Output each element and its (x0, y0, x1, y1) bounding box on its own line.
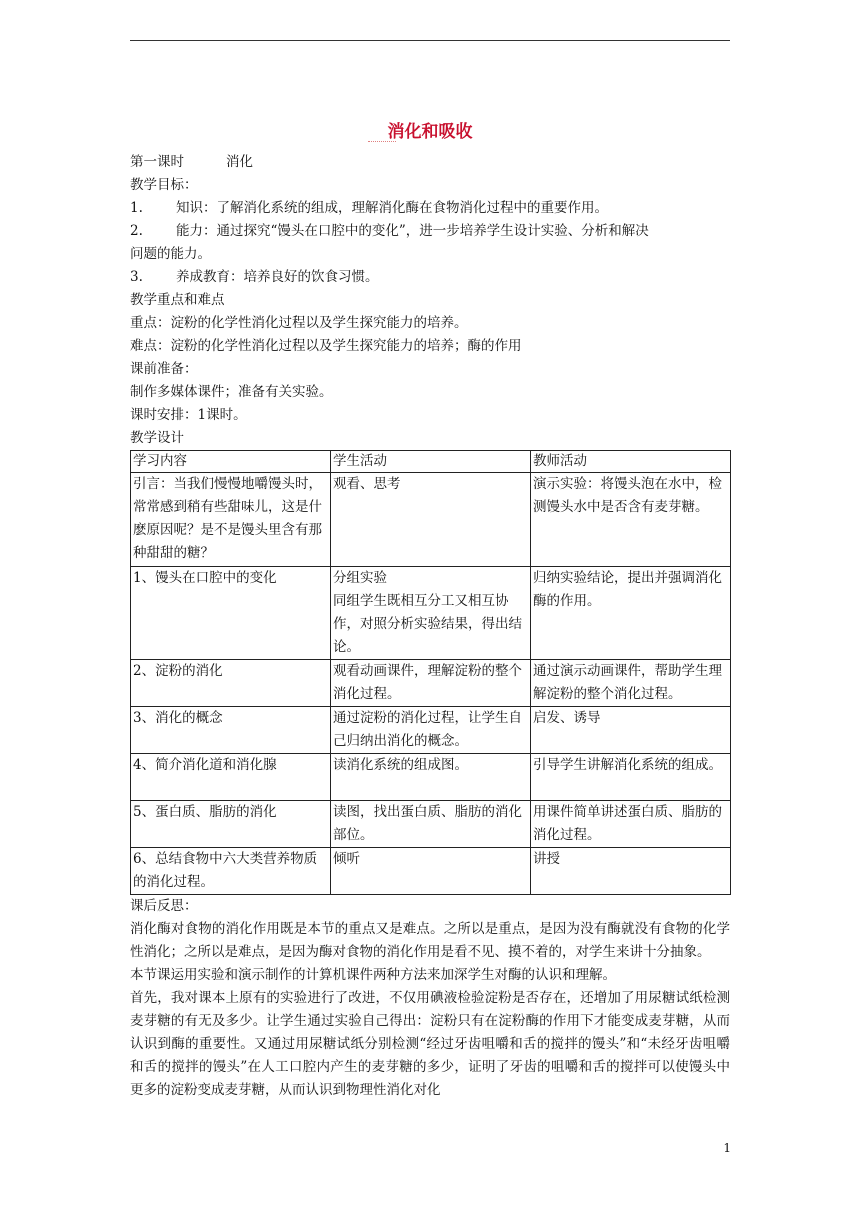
title-underline-mark (368, 139, 396, 142)
table-row (131, 801, 731, 848)
table-cell: 4、简介消化道和消化腺 (131, 754, 331, 801)
reflection-heading: 课后反思： (130, 898, 198, 914)
table-cell: 2、淀粉的消化 (131, 660, 331, 707)
reflection-body (130, 918, 730, 1102)
keypoints-focus: 重点：淀粉的化学性消化过程以及学生探究能力的培养。 (130, 315, 468, 331)
reflection-paragraph: 本节课运用实验和演示制作的计算机课件两种方法来加深学生对酶的认识和理解。 (130, 967, 616, 983)
table-cell: 引言：当我们慢慢地嚼馒头时，常常感到稍有些甜味儿，这是什麽原因呢？是不是馒头里含有那种甜甜的糖？ (131, 473, 331, 567)
table-header-cell: 教师活动 (531, 451, 731, 473)
design-table (130, 450, 731, 895)
table-cell: 归纳实验结论，提出并强调消化酶的作用。 (531, 567, 731, 660)
lesson-line (130, 151, 730, 174)
keypoints-difficulty: 难点：淀粉的化学性消化过程以及学生探究能力的培养；酶的作用 (130, 338, 522, 354)
table-cell: 3、消化的概念 (131, 707, 331, 754)
goal-text: 能力：通过探究“馒头在口腔中的变化”，进一步培养学生设计实验、分析和解决 (176, 223, 649, 239)
document-body (130, 151, 730, 1102)
goal-number: 1. (130, 200, 143, 216)
goal-number: 3. (130, 269, 143, 285)
goal-item-3 (130, 266, 730, 289)
page-number: 1 (723, 1141, 731, 1155)
table-cell: 读消化系统的组成图。 (331, 754, 531, 801)
table-cell: 讲授 (531, 848, 731, 895)
table-cell: 演示实验：将馒头泡在水中，检测馒头水中是否含有麦芽糖。 (531, 473, 731, 567)
reflection-paragraph: 消化酶对食物的消化作用既是本节的重点又是难点。之所以是重点，是因为没有酶就没有食物的化学性消化；之所以是难点，是因为酶对食物的消化作用是看不见、摸不着的，对学生来讲十分抽象。 (130, 921, 730, 960)
table-cell: 用课件简单讲述蛋白质、脂肪的消化过程。 (531, 801, 731, 848)
goal-item-1 (130, 197, 730, 220)
table-row (131, 660, 731, 707)
goal-number: 2. (130, 223, 143, 239)
table-cell: 1、馒头在口腔中的变化 (131, 567, 331, 660)
goals-heading: 教学目标： (130, 177, 198, 193)
table-header-cell: 学习内容 (131, 451, 331, 473)
table-cell: 通过淀粉的消化过程，让学生自己归纳出消化的概念。 (331, 707, 531, 754)
table-cell: 倾听 (331, 848, 531, 895)
table-cell: 观看、思考 (331, 473, 531, 567)
table-cell: 分组实验 同组学生既相互分工又相互协作，对照分析实验结果，得出结论。 (331, 567, 531, 660)
table-row (131, 567, 731, 660)
keypoints-heading: 教学重点和难点 (130, 292, 225, 308)
reflection-paragraph: 首先，我对课本上原有的实验进行了改进，不仅用碘液检验淀粉是否存在，还增加了用尿糖试纸检测麦芽糖的有无及多少。让学生通过实验自己得出：淀粉只有在淀粉酶的作用下才能变成麦芽糖，从而认识到酶的重要性。又通过用尿糖试纸分别检测“经过牙齿咀嚼和舌的搅拌的馒头”和“未经牙齿咀嚼和舌的搅拌的馒头”在人工口腔内产生的麦芽糖的多少，证明了牙齿的咀嚼和舌的搅拌可以使馒头中更多的淀粉变成麦芽糖，从而认识到物理性消化对化 (130, 990, 730, 1098)
table-row (131, 754, 731, 801)
prep-schedule: 课时安排：1课时。 (130, 407, 247, 423)
goal-item-2 (130, 220, 730, 243)
table-cell: 启发、诱导 (531, 707, 731, 754)
lesson-period: 第一课时 (130, 154, 184, 170)
table-header-row (131, 451, 731, 473)
table-cell: 读图，找出蛋白质、脂肪的消化部位。 (331, 801, 531, 848)
table-cell: 5、蛋白质、脂肪的消化 (131, 801, 331, 848)
prep-heading: 课前准备： (130, 361, 198, 377)
goal-text: 养成教育：培养良好的饮食习惯。 (176, 269, 379, 285)
goal-item-2-continued: 问题的能力。 (130, 246, 211, 262)
design-heading: 教学设计 (130, 430, 184, 446)
table-cell: 观看动画课件，理解淀粉的整个消化过程。 (331, 660, 531, 707)
table-cell: 引导学生讲解消化系统的组成。 (531, 754, 731, 801)
table-header-cell: 学生活动 (331, 451, 531, 473)
table-row (131, 473, 731, 567)
document-title: 消化和吸收 (387, 122, 473, 142)
table-cell: 6、总结食物中六大类营养物质的消化过程。 (131, 848, 331, 895)
table-cell: 通过演示动画课件，帮助学生理解淀粉的整个消化过程。 (531, 660, 731, 707)
table-row (131, 848, 731, 895)
prep-text: 制作多媒体课件；准备有关实验。 (130, 384, 333, 400)
table-row (131, 707, 731, 754)
lesson-topic: 消化 (226, 154, 253, 170)
goal-text: 知识：了解消化系统的组成，理解消化酶在食物消化过程中的重要作用。 (176, 200, 608, 216)
header-rule (130, 40, 730, 41)
